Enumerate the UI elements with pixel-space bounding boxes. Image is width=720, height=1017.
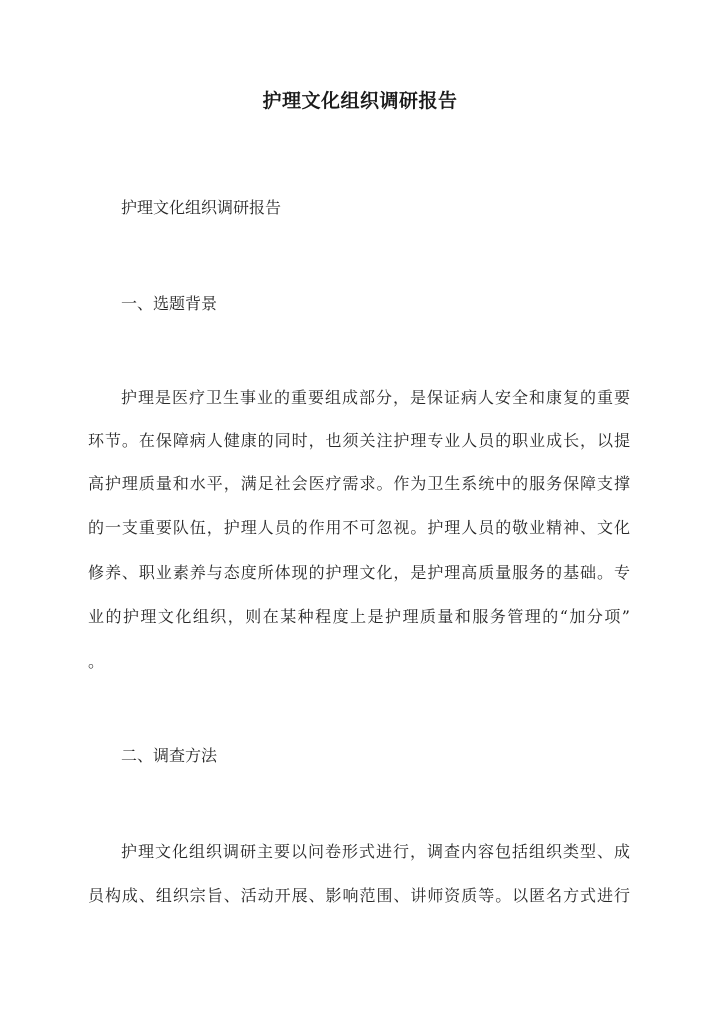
section-heading-method: 二、调查方法 xyxy=(121,746,218,765)
paragraph-line: 环节。在保障病人健康的同时，也须关注护理专业人员的职业成长，以提 xyxy=(88,431,630,450)
paragraph-line: 护理文化组织调研主要以问卷形式进行，调查内容包括组织类型、成 xyxy=(121,842,630,861)
document-title: 护理文化组织调研报告 xyxy=(262,90,458,112)
paragraph-line: 的一支重要队伍，护理人员的作用不可忽视。护理人员的敬业精神、文化 xyxy=(88,518,630,537)
paragraph-line: 修养、职业素养与态度所体现的护理文化，是护理高质量服务的基础。专 xyxy=(88,563,630,582)
document-subtitle: 护理文化组织调研报告 xyxy=(121,198,282,217)
paragraph-line: 高护理质量和水平，满足社会医疗需求。作为卫生系统中的服务保障支撑 xyxy=(88,474,630,493)
paragraph-line: 业的护理文化组织，则在某种程度上是护理质量和服务管理的“加分项” xyxy=(88,607,630,626)
paragraph-line: 员构成、组织宗旨、活动开展、影响范围、讲师资质等。以匿名方式进行 xyxy=(88,886,630,905)
paragraph-line: 护理是医疗卫生事业的重要组成部分，是保证病人安全和康复的重要 xyxy=(121,388,630,407)
paragraph-line: 。 xyxy=(88,652,105,671)
section-heading-background: 一、选题背景 xyxy=(121,294,218,313)
